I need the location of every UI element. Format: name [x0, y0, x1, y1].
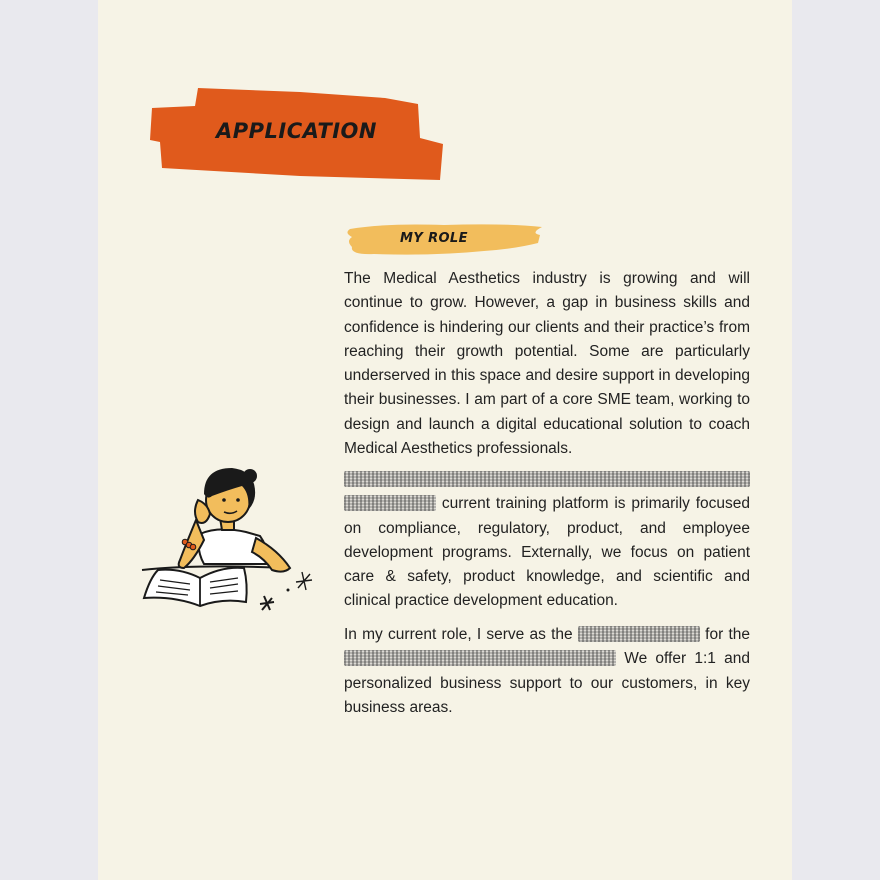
redacted-text [344, 495, 436, 511]
title-banner [150, 86, 444, 182]
paragraph-current-role [344, 623, 750, 720]
redacted-text [344, 471, 750, 487]
girl-reading-book-illustration [138, 460, 318, 625]
redacted-text [578, 626, 700, 642]
paragraph-industry: The Medical Aesthetics industry is growing and will continue to grow. However, a gap in business skills and confidence is hindering our clients and their practice’s from reaching their growth potential. Some are particularly underserved in this space and desire support in developing their businesses. I am part of a core SME team, working to design and launch a digital educational solution to coach Medical Aesthetics professionals. [344, 270, 750, 458]
paragraph-role-start: In my current role, I serve as the [344, 626, 573, 643]
section-label-banner [344, 221, 548, 259]
paragraph-role-end: We offer 1:1 and personalized business support to our customers, in key business areas. [344, 650, 750, 716]
page-title: APPLICATION [216, 119, 377, 143]
redacted-text [344, 650, 616, 666]
paragraph-training-text: current training platform is primarily focused on compliance, regulatory, product, and employee development programs. Externally, we focus on patient care & safety, product knowledge, and scientific and clinical practice development education. [344, 495, 751, 610]
paragraph-training-platform [344, 468, 750, 614]
girl-reading-icon [138, 460, 318, 625]
paragraph-role-mid: for the [705, 626, 750, 643]
section-label: MY ROLE [400, 231, 468, 246]
